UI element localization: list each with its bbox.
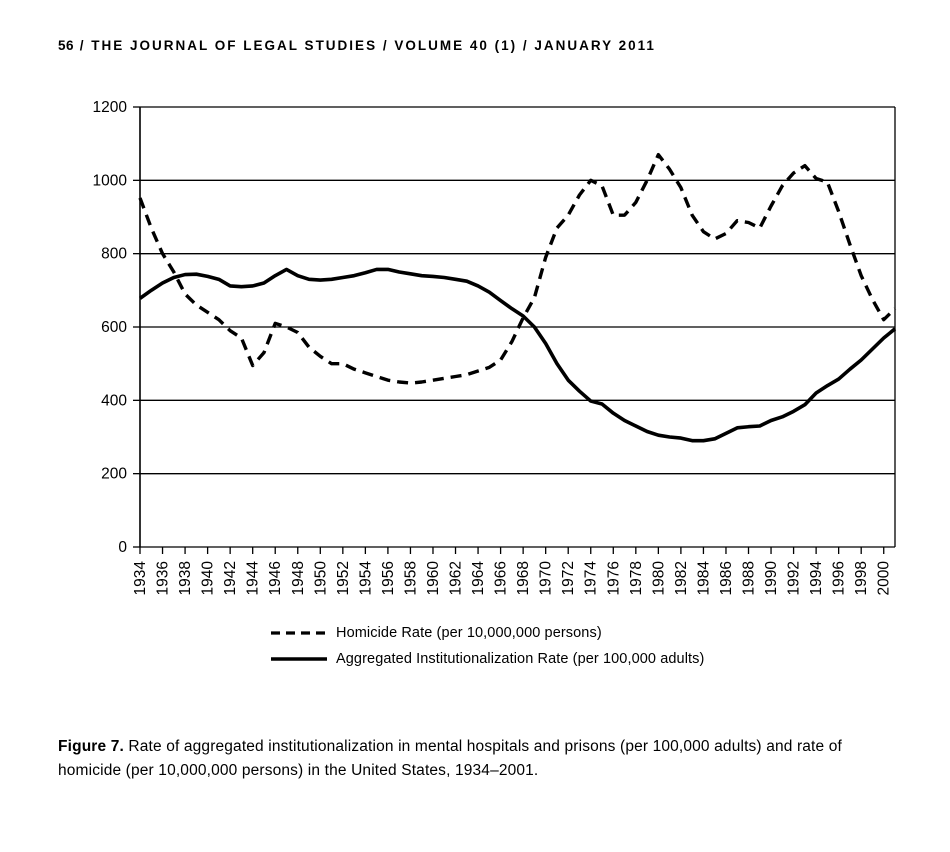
x-axis-tick-label: 1972 [560, 561, 578, 596]
x-axis-tick-label: 1976 [605, 561, 623, 596]
x-axis-tick-label: 1962 [447, 561, 465, 596]
x-axis-tick-label: 1936 [154, 561, 172, 596]
y-axis-tick-label: 1000 [92, 172, 127, 190]
x-axis-tick-label: 1948 [289, 561, 307, 596]
x-axis-tick-label: 1968 [515, 561, 533, 596]
figure-7 [40, 85, 920, 685]
x-axis-tick-label: 1960 [424, 561, 442, 596]
x-axis-tick-label: 1940 [199, 561, 217, 596]
x-axis-tick-label: 1974 [582, 561, 600, 596]
x-axis-tick-label: 1938 [177, 561, 195, 596]
x-axis-tick-label: 1984 [695, 561, 713, 596]
x-axis-tick-label: 1952 [334, 561, 352, 596]
running-head-text: / THE JOURNAL OF LEGAL STUDIES / VOLUME 40 (1) / JANUARY 2011 [79, 38, 656, 53]
x-axis-tick-label: 2000 [875, 561, 893, 596]
caption-label: Figure 7. [58, 738, 124, 755]
x-axis-tick-label: 1964 [470, 561, 488, 596]
x-axis-tick-label: 1966 [492, 561, 510, 596]
x-axis-tick-label: 1996 [830, 561, 848, 596]
x-axis-tick-label: 1956 [379, 561, 397, 596]
figure-caption [58, 735, 898, 783]
x-axis-tick-label: 1970 [537, 561, 555, 596]
x-axis-tick-label: 1944 [244, 561, 262, 596]
y-axis-tick-label: 1200 [92, 99, 127, 116]
x-axis-tick-label: 1978 [627, 561, 645, 596]
x-axis-tick-label: 1958 [402, 561, 420, 596]
legend-label-homicide: Homicide Rate (per 10,000,000 persons) [336, 625, 602, 641]
running-head [58, 38, 656, 53]
x-axis-tick-label: 1988 [740, 561, 758, 596]
legend-item-homicide [270, 620, 870, 646]
y-axis-tick-label: 800 [101, 245, 127, 263]
x-axis-tick-label: 1954 [357, 561, 375, 596]
legend-item-institutionalization [270, 646, 870, 672]
x-axis-tick-label: 1990 [763, 561, 781, 596]
series-homicide-rate [140, 155, 895, 383]
x-axis-tick-label: 1982 [672, 561, 690, 596]
caption-text: Rate of aggregated institutionalization in mental hospitals and prisons (per 100,000 adults) and rate of homicide (per 10,000,000 persons) in the United States, 1934–2001. [58, 738, 842, 780]
x-axis-tick-label: 1980 [650, 561, 668, 596]
y-axis-tick-label: 600 [101, 319, 127, 336]
x-axis-tick-label: 1994 [808, 561, 826, 596]
legend-label-institutionalization: Aggregated Institutionalization Rate (per 100,000 adults) [336, 651, 705, 667]
page-number: 56 [58, 38, 75, 53]
chart-legend [270, 620, 870, 672]
series-institutionalization-rate [140, 269, 895, 440]
x-axis-tick-label: 1998 [853, 561, 871, 596]
line-chart [40, 85, 920, 685]
x-axis-tick-label: 1986 [717, 561, 735, 596]
x-axis-tick-label: 1946 [267, 561, 285, 596]
solid-line-key [270, 652, 328, 666]
x-axis-tick-label: 1992 [785, 561, 803, 596]
x-axis-tick-label: 1950 [312, 561, 330, 596]
x-axis-tick-label: 1934 [132, 561, 149, 596]
y-axis-tick-label: 0 [118, 539, 127, 556]
y-axis-tick-label: 200 [101, 465, 127, 483]
x-axis-tick-label: 1942 [222, 561, 240, 596]
dashed-line-key [270, 626, 328, 640]
y-axis-tick-label: 400 [101, 392, 127, 410]
